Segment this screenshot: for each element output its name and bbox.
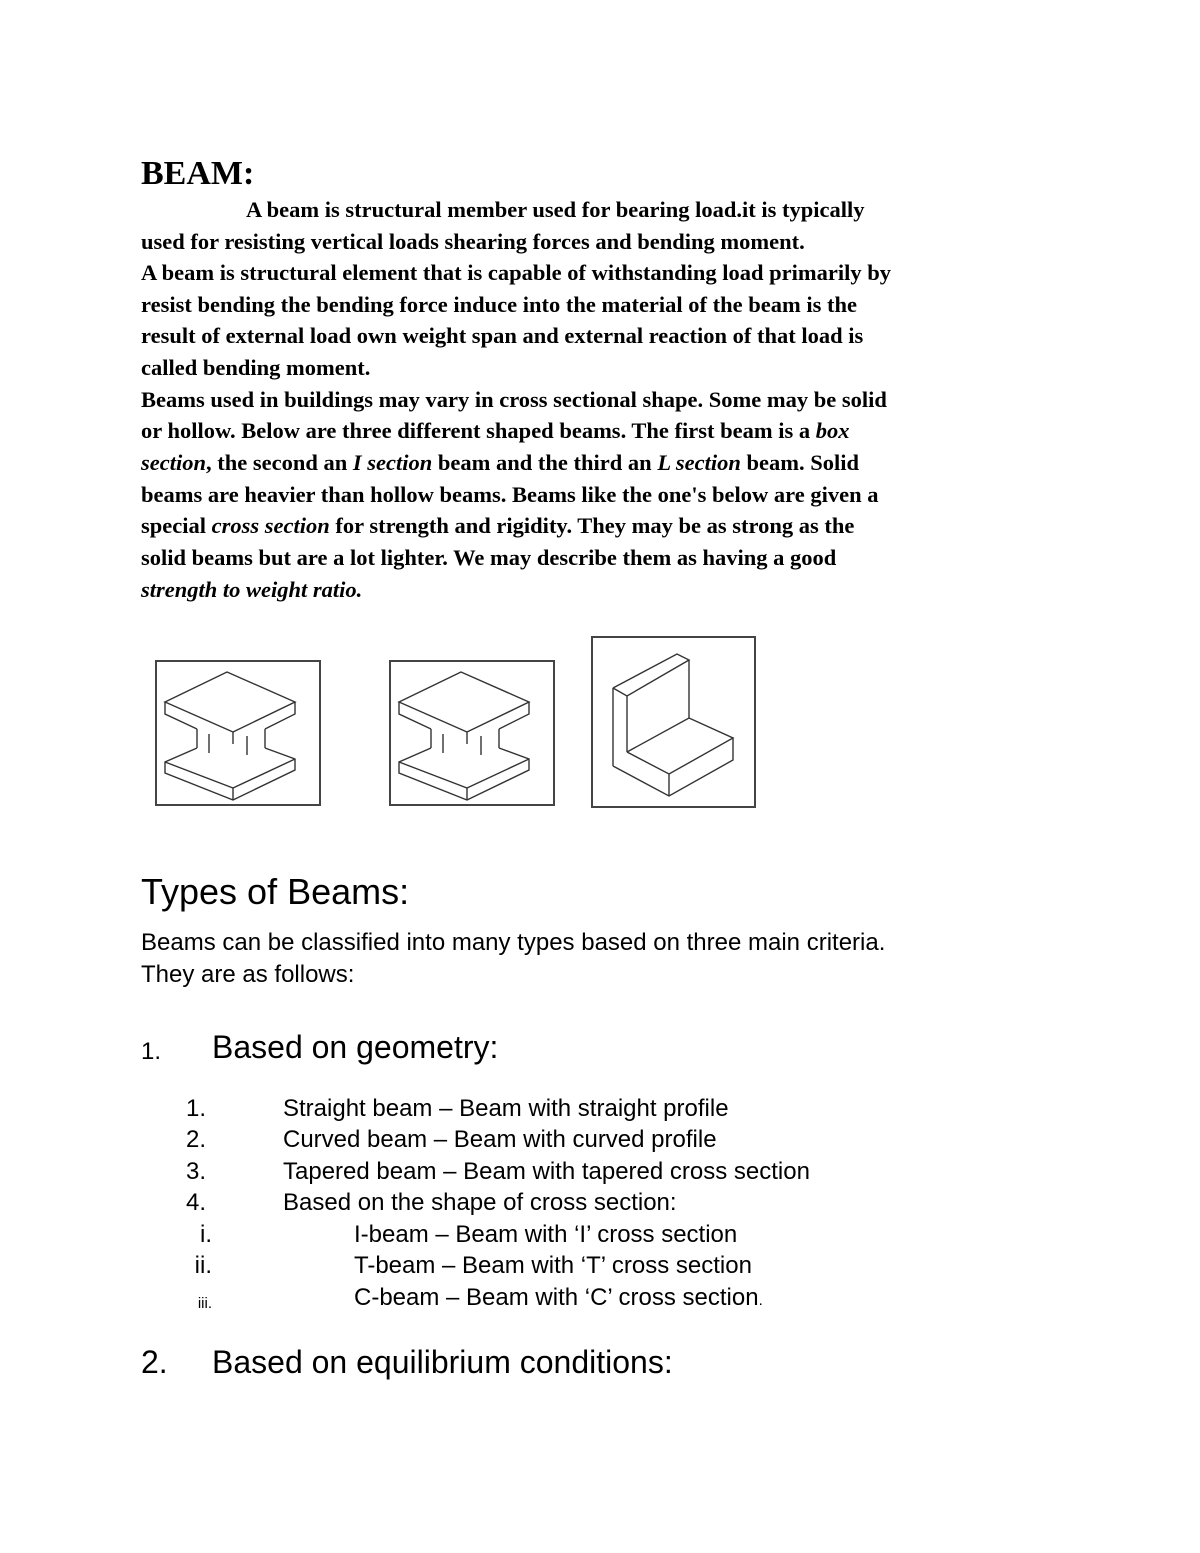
text-run: for strength and rigidity. They may be as strong as the bbox=[329, 513, 855, 538]
section-1-title: Based on geometry: bbox=[212, 1029, 499, 1065]
text-run: beams are heavier than hollow beams. Beams like the one's below are given a bbox=[141, 482, 879, 507]
list-item-text: Based on the shape of cross section: bbox=[283, 1189, 677, 1216]
sub-item-number: iii. bbox=[197, 1295, 212, 1312]
beam-paragraph-line bbox=[141, 322, 863, 350]
text-run: solid beams but are a lot lighter. We may describe them as having a good bbox=[141, 545, 837, 570]
emphasis-text: L section bbox=[657, 450, 741, 475]
emphasis-text: I section bbox=[352, 450, 433, 475]
beam-paragraph-line bbox=[141, 259, 891, 287]
sub-item-label: C-beam – Beam with ‘C’ cross section bbox=[354, 1284, 759, 1311]
text-run: beam. Solid bbox=[740, 450, 860, 475]
list-item-text: Curved beam – Beam with curved profile bbox=[283, 1126, 717, 1153]
beam-paragraph-line bbox=[141, 576, 362, 604]
sub-item-text bbox=[354, 1251, 752, 1281]
text-run: , the second an bbox=[206, 450, 353, 475]
beam-heading: BEAM: bbox=[141, 155, 255, 192]
sub-item-text bbox=[354, 1283, 763, 1316]
i-beam-drawing-1 bbox=[157, 662, 319, 804]
list-item-number: 1. bbox=[185, 1095, 206, 1122]
text-run: special bbox=[141, 513, 212, 538]
beam-paragraph-line bbox=[141, 544, 836, 572]
beam-paragraph-line bbox=[246, 196, 865, 224]
beam-paragraph-line bbox=[141, 481, 878, 509]
section-2-title: Based on equilibrium conditions: bbox=[212, 1344, 673, 1380]
emphasis-text: strength to weight ratio. bbox=[141, 577, 363, 602]
l-section-beam-figure bbox=[591, 636, 756, 808]
list-item-text: Tapered beam – Beam with tapered cross section bbox=[283, 1158, 810, 1185]
text-run: A beam is structural element that is capable of withstanding load primarily by bbox=[141, 260, 892, 285]
emphasis-text: box bbox=[815, 418, 850, 443]
types-intro-line-1: Beams can be classified into many types based on three main criteria. bbox=[141, 929, 886, 956]
beam-paragraph-line bbox=[141, 354, 370, 382]
l-beam-drawing bbox=[593, 638, 754, 806]
i-beam-drawing-2 bbox=[391, 662, 553, 804]
text-run: resist bending the bending force induce into the material of the beam is the bbox=[141, 292, 858, 317]
text-run: called bending moment. bbox=[141, 355, 371, 380]
beam-paragraph-line bbox=[141, 228, 805, 256]
beam-paragraph-line bbox=[141, 291, 857, 319]
i-section-beam-figure-2 bbox=[389, 660, 555, 806]
text-run: beam and the third an bbox=[432, 450, 658, 475]
section-1-number: 1. bbox=[141, 1038, 162, 1065]
sub-item-trailing-punctuation: . bbox=[758, 1292, 763, 1309]
text-run: or hollow. Below are three different shaped beams. The first beam is a bbox=[141, 418, 816, 443]
emphasis-text: cross section bbox=[211, 513, 330, 538]
text-run: used for resisting vertical loads shearing forces and bending moment. bbox=[141, 229, 805, 254]
types-heading: Types of Beams: bbox=[141, 871, 410, 912]
text-run: result of external load own weight span and external reaction of that load is bbox=[141, 323, 864, 348]
list-item-text: Straight beam – Beam with straight profile bbox=[283, 1095, 729, 1122]
beam-paragraph-line bbox=[141, 449, 859, 477]
list-item-number: 3. bbox=[185, 1158, 206, 1185]
list-item-number: 4. bbox=[185, 1189, 206, 1216]
i-section-beam-figure-1 bbox=[155, 660, 321, 806]
beam-paragraph-line bbox=[141, 386, 887, 414]
list-item-number: 2. bbox=[185, 1126, 206, 1153]
beam-paragraph-line bbox=[141, 512, 854, 540]
types-intro-line-2: They are as follows: bbox=[141, 961, 355, 988]
sub-item-number: ii. bbox=[194, 1252, 212, 1279]
text-run: Beams used in buildings may vary in cross sectional shape. Some may be solid bbox=[141, 387, 887, 412]
section-2-number: 2. bbox=[141, 1344, 168, 1380]
sub-item-label: I-beam – Beam with ‘I’ cross section bbox=[354, 1221, 738, 1248]
beam-paragraph-line bbox=[141, 417, 850, 445]
sub-item-text bbox=[354, 1220, 737, 1250]
sub-item-number: i. bbox=[200, 1221, 212, 1248]
emphasis-text: section bbox=[141, 450, 206, 475]
text-run: A beam is structural member used for bearing load.it is typically bbox=[246, 197, 865, 222]
sub-item-label: T-beam – Beam with ‘T’ cross section bbox=[354, 1252, 752, 1279]
